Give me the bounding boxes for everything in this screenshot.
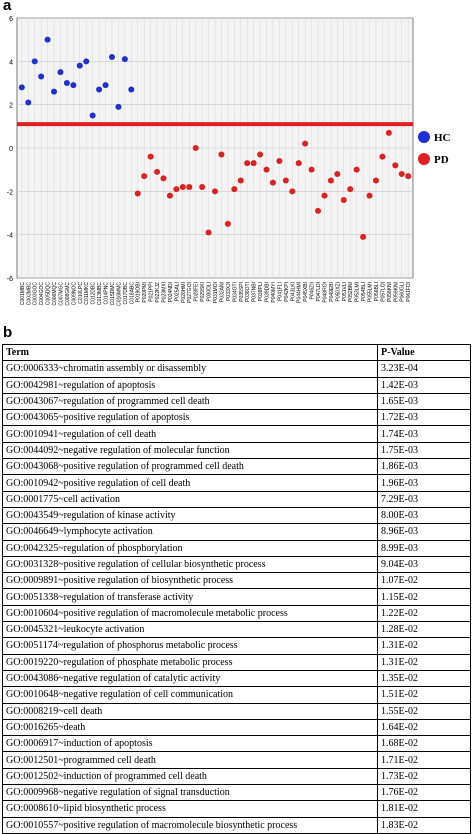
x-tick-label: C012DBC — [90, 282, 97, 305]
x-tick-label: P039DBI — [264, 282, 271, 303]
pd-data-point — [180, 184, 186, 190]
table-header-row — [3, 345, 471, 361]
table-row — [3, 442, 471, 458]
pd-data-point — [379, 154, 385, 160]
x-tick-label: C010LPC — [77, 282, 84, 304]
table-body — [3, 361, 471, 834]
pd-data-point — [160, 175, 166, 181]
p-value-cell: 1.72E-03 — [378, 410, 471, 426]
pd-data-point — [167, 193, 173, 199]
p-value-cell: 1.83E-02 — [378, 817, 471, 833]
x-tick-label: P050XZI — [335, 282, 342, 302]
term-cell: GO:0051338~regulation of transferase activity — [3, 589, 378, 605]
x-tick-label: P028FEI — [193, 282, 200, 302]
table-row — [3, 654, 471, 670]
table-row — [3, 670, 471, 686]
hc-data-point — [103, 82, 109, 88]
term-cell: GO:0031328~positive regulation of cellular biosynthetic process — [3, 556, 378, 572]
p-value-cell: 9.04E-03 — [378, 556, 471, 572]
p-value-cell: 1.35E-02 — [378, 670, 471, 686]
legend-pd-marker — [418, 153, 430, 165]
x-tick-label: P020PMI — [142, 282, 149, 303]
pd-data-point — [309, 167, 315, 173]
pd-data-point — [212, 188, 218, 194]
x-tick-label: P038PLI — [258, 282, 265, 302]
x-tick-label: P019OBI — [135, 282, 142, 303]
term-cell: GO:0051174~regulation of phosphorus metabolic process — [3, 638, 378, 654]
p-value-cell: 1.31E-02 — [378, 638, 471, 654]
pd-data-point — [283, 178, 289, 184]
scatter-chart — [0, 14, 473, 324]
term-cell: GO:0043086~negative regulation of catalytic activity — [3, 670, 378, 686]
table-row — [3, 491, 471, 507]
term-cell: GO:0006917~induction of apoptosis — [3, 736, 378, 752]
x-tick-label: P023MXI — [161, 282, 168, 303]
table-row — [3, 573, 471, 589]
table-row — [3, 393, 471, 409]
hc-data-point — [128, 87, 134, 93]
legend — [418, 131, 451, 166]
term-cell: GO:0012501~programmed cell death — [3, 752, 378, 768]
x-tick-label: P032ANI — [219, 282, 226, 303]
x-tick-label: C008GMC — [64, 282, 71, 306]
pd-data-point — [193, 145, 199, 151]
p-value-cell: 1.96E-03 — [378, 475, 471, 491]
hc-data-point — [38, 74, 44, 80]
p-value-cell: 7.29E-03 — [378, 491, 471, 507]
hc-data-point — [83, 58, 89, 64]
x-tick-label: P046ZII — [309, 282, 316, 300]
x-tick-label: P058KNI — [386, 282, 393, 303]
p-value-column-header: P-Value — [378, 345, 471, 361]
legend-hc-label: HC — [434, 132, 451, 144]
table-row — [3, 687, 471, 703]
pd-data-point — [354, 167, 360, 173]
pd-data-point — [321, 193, 327, 199]
x-tick-label: P021PPI — [148, 282, 155, 302]
x-tick-label: C018ABC — [129, 282, 136, 305]
pd-data-point — [135, 191, 141, 197]
x-tick-label: P061FDI — [406, 282, 413, 302]
x-tick-label: C004GOC — [39, 282, 46, 306]
p-value-cell: 8.96E-03 — [378, 524, 471, 540]
table-row — [3, 589, 471, 605]
pd-data-point — [334, 171, 340, 177]
hc-data-point — [77, 63, 83, 69]
table-row — [3, 768, 471, 784]
term-cell: GO:0010557~positive regulation of macromolecule biosynthetic process — [3, 817, 378, 833]
table-row — [3, 703, 471, 719]
p-value-cell: 1.71E-02 — [378, 752, 471, 768]
pd-data-point — [360, 234, 366, 240]
table-row — [3, 426, 471, 442]
table-row — [3, 377, 471, 393]
pd-data-point — [405, 173, 411, 179]
term-cell: GO:0010648~negative regulation of cell communication — [3, 687, 378, 703]
hc-data-point — [32, 58, 38, 64]
panel-b-label: b — [3, 324, 13, 341]
p-value-cell: 1.76E-02 — [378, 785, 471, 801]
x-tick-label: C015DMC — [109, 282, 116, 306]
p-value-cell: 3.23E-04 — [378, 361, 471, 377]
pd-data-point — [206, 230, 212, 236]
x-tick-label: P056BLI — [373, 282, 380, 302]
term-cell: GO:0008610~lipid biosynthetic process — [3, 801, 378, 817]
p-value-cell: 8.99E-03 — [378, 540, 471, 556]
hc-data-point — [115, 104, 121, 110]
p-value-cell: 1.51E-02 — [378, 687, 471, 703]
x-tick-label: P049EBI — [328, 282, 335, 302]
x-tick-label: C006MQC — [52, 282, 59, 306]
x-axis-labels — [20, 282, 412, 306]
x-tick-label: P034OTI — [232, 282, 239, 303]
term-cell: GO:0009968~negative regulation of signal transduction — [3, 785, 378, 801]
x-tick-label: C014PNC — [103, 282, 110, 305]
pd-data-point — [347, 186, 353, 192]
x-tick-label: P057LOI — [380, 282, 387, 302]
pd-data-point — [186, 184, 192, 190]
table-row — [3, 605, 471, 621]
table-row — [3, 459, 471, 475]
hc-data-point — [70, 82, 76, 88]
term-cell: GO:0016265~death — [3, 719, 378, 735]
x-tick-label: C002MBC — [26, 282, 33, 306]
pd-data-point — [373, 178, 379, 184]
term-cell: GO:0042981~regulation of apoptosis — [3, 377, 378, 393]
term-column-header: Term — [3, 345, 378, 361]
x-tick-label: P041FLI — [277, 282, 284, 301]
p-value-cell: 1.73E-02 — [378, 768, 471, 784]
y-tick-label: -6 — [6, 276, 13, 283]
pd-data-point — [257, 152, 263, 158]
table-row — [3, 361, 471, 377]
p-value-cell: 1.07E-02 — [378, 573, 471, 589]
y-tick-label: 0 — [9, 146, 13, 153]
x-tick-label: C001MBC — [19, 282, 26, 306]
term-cell: GO:0043065~positive regulation of apoptosis — [3, 410, 378, 426]
term-cell: GO:0043067~regulation of programmed cell death — [3, 393, 378, 409]
x-tick-label: P051VLI — [341, 282, 348, 302]
panel-a-label: a — [3, 0, 12, 14]
table-row — [3, 475, 471, 491]
x-tick-label: P055LMI — [367, 282, 374, 303]
hc-data-point — [19, 84, 25, 90]
hc-data-point — [90, 113, 96, 119]
term-cell: GO:0010604~positive regulation of macromolecule metabolic process — [3, 605, 378, 621]
table-row — [3, 638, 471, 654]
table-row — [3, 752, 471, 768]
hc-data-point — [45, 37, 51, 43]
x-tick-label: P030DLI — [206, 282, 213, 302]
x-tick-label: P045XBI — [303, 282, 310, 302]
term-cell: GO:0046649~lymphocyte activation — [3, 524, 378, 540]
p-value-cell: 1.86E-03 — [378, 459, 471, 475]
hc-data-point — [96, 87, 102, 93]
pd-data-point — [218, 152, 224, 158]
pd-data-point — [399, 171, 405, 177]
x-tick-label: C007MGC — [58, 282, 65, 306]
x-tick-label: P040MYI — [270, 282, 277, 303]
x-tick-label: P053LMI — [354, 282, 361, 303]
hc-data-point — [51, 89, 57, 95]
pd-data-point — [276, 158, 282, 164]
pd-data-point — [315, 208, 321, 214]
x-tick-label: P029SKI — [200, 282, 207, 302]
pd-data-point — [154, 169, 160, 175]
table-row — [3, 817, 471, 833]
table-row — [3, 719, 471, 735]
term-cell: GO:0012502~induction of programmed cell death — [3, 768, 378, 784]
x-tick-label: P060GLI — [399, 282, 406, 302]
p-value-cell: 8.00E-03 — [378, 507, 471, 523]
pd-data-point — [302, 141, 308, 147]
table-row — [3, 736, 471, 752]
p-value-cell: 1.68E-02 — [378, 736, 471, 752]
pd-data-point — [148, 154, 154, 160]
pd-data-point — [289, 188, 295, 194]
x-tick-label: C017DBC — [122, 282, 129, 305]
term-cell: GO:0010942~positive regulation of cell death — [3, 475, 378, 491]
pd-data-point — [264, 167, 270, 173]
p-value-cell: 1.42E-03 — [378, 377, 471, 393]
p-value-cell: 1.31E-02 — [378, 654, 471, 670]
table-row — [3, 524, 471, 540]
x-tick-label: P035SPI — [238, 282, 245, 302]
p-value-cell: 1.15E-02 — [378, 589, 471, 605]
term-cell: GO:0043068~positive regulation of programmed cell death — [3, 459, 378, 475]
term-cell: GO:0009891~positive regulation of biosynthetic process — [3, 573, 378, 589]
x-tick-label: P042KPI — [283, 282, 290, 302]
term-cell: GO:0006333~chromatin assembly or disassembly — [3, 361, 378, 377]
p-value-cell: 1.28E-02 — [378, 622, 471, 638]
table-row — [3, 556, 471, 572]
x-tick-label: P026HMI — [180, 282, 187, 303]
term-cell: GO:0019220~regulation of phosphate metabolic process — [3, 654, 378, 670]
x-tick-label: P022KJZ — [155, 282, 162, 303]
p-value-cell: 1.64E-02 — [378, 719, 471, 735]
pd-data-point — [141, 173, 147, 179]
hc-data-point — [122, 56, 128, 62]
hc-data-point — [109, 54, 115, 60]
table-row — [3, 801, 471, 817]
x-tick-label: P052BNI — [348, 282, 355, 303]
x-tick-label: P044HMI — [296, 282, 303, 303]
go-term-table — [2, 344, 471, 834]
x-tick-label: C003GOC — [32, 282, 39, 306]
x-tick-label: C011MKC — [84, 282, 91, 305]
term-cell: GO:0043549~regulation of kinase activity — [3, 507, 378, 523]
table-row — [3, 540, 471, 556]
pd-data-point — [231, 186, 237, 192]
x-tick-label: P037NBI — [251, 282, 258, 303]
x-tick-label: P043LKI — [290, 282, 297, 302]
x-tick-label: C005DQC — [45, 282, 52, 306]
hc-data-point — [57, 69, 63, 75]
x-tick-label: C016MMC — [116, 282, 123, 306]
pd-data-point — [296, 160, 302, 166]
x-tick-label: P025ALI — [174, 282, 181, 302]
y-axis-ticks — [7, 16, 13, 283]
term-cell: GO:0042325~regulation of phosphorylation — [3, 540, 378, 556]
x-tick-label: P033XJI — [225, 282, 232, 301]
pd-data-point — [367, 193, 373, 199]
hc-data-point — [64, 80, 70, 86]
p-value-cell: 1.74E-03 — [378, 426, 471, 442]
pd-data-point — [238, 178, 244, 184]
y-tick-label: 2 — [9, 102, 13, 110]
y-tick-label: -4 — [6, 232, 13, 240]
table-row — [3, 785, 471, 801]
pd-data-point — [199, 184, 205, 190]
legend-hc-marker — [418, 131, 430, 143]
p-value-cell: 1.55E-02 — [378, 703, 471, 719]
x-tick-label: P024NDI — [167, 282, 174, 303]
x-tick-label: P031MOI — [213, 282, 219, 304]
x-tick-label: P036OTI — [245, 282, 252, 303]
hc-data-point — [25, 100, 31, 106]
pd-data-point — [341, 197, 347, 203]
p-value-cell: 1.65E-03 — [378, 393, 471, 409]
y-tick-label: 6 — [9, 16, 13, 23]
term-cell: GO:0008219~cell death — [3, 703, 378, 719]
pd-data-point — [386, 130, 392, 136]
x-tick-label: P059KNI — [393, 282, 400, 303]
x-tick-label: P054BLI — [361, 282, 368, 302]
x-tick-label: P047LDI — [316, 282, 323, 302]
pd-data-point — [225, 221, 231, 227]
p-value-cell: 1.81E-02 — [378, 801, 471, 817]
table-row — [3, 622, 471, 638]
term-cell: GO:0045321~leukocyte activation — [3, 622, 378, 638]
pd-data-point — [173, 186, 179, 192]
pd-data-point — [251, 160, 257, 166]
term-cell: GO:0010941~regulation of cell death — [3, 426, 378, 442]
legend-pd-label: PD — [434, 154, 449, 166]
p-value-cell: 1.22E-02 — [378, 605, 471, 621]
term-cell: GO:0044092~negative regulation of molecular function — [3, 442, 378, 458]
pd-data-point — [270, 180, 276, 186]
pd-data-point — [328, 178, 334, 184]
y-tick-label: 4 — [9, 59, 13, 67]
table-row — [3, 410, 471, 426]
p-value-cell: 1.75E-03 — [378, 442, 471, 458]
pd-data-point — [244, 160, 250, 166]
term-cell: GO:0001775~cell activation — [3, 491, 378, 507]
x-tick-label: P048ROI — [322, 282, 329, 303]
table-row — [3, 507, 471, 523]
x-tick-label: C009NOC — [71, 282, 78, 306]
y-tick-label: -2 — [6, 189, 13, 197]
pd-data-point — [392, 162, 398, 168]
x-tick-label: P027GOI — [187, 282, 194, 303]
x-tick-label: C013MBC — [97, 282, 104, 306]
